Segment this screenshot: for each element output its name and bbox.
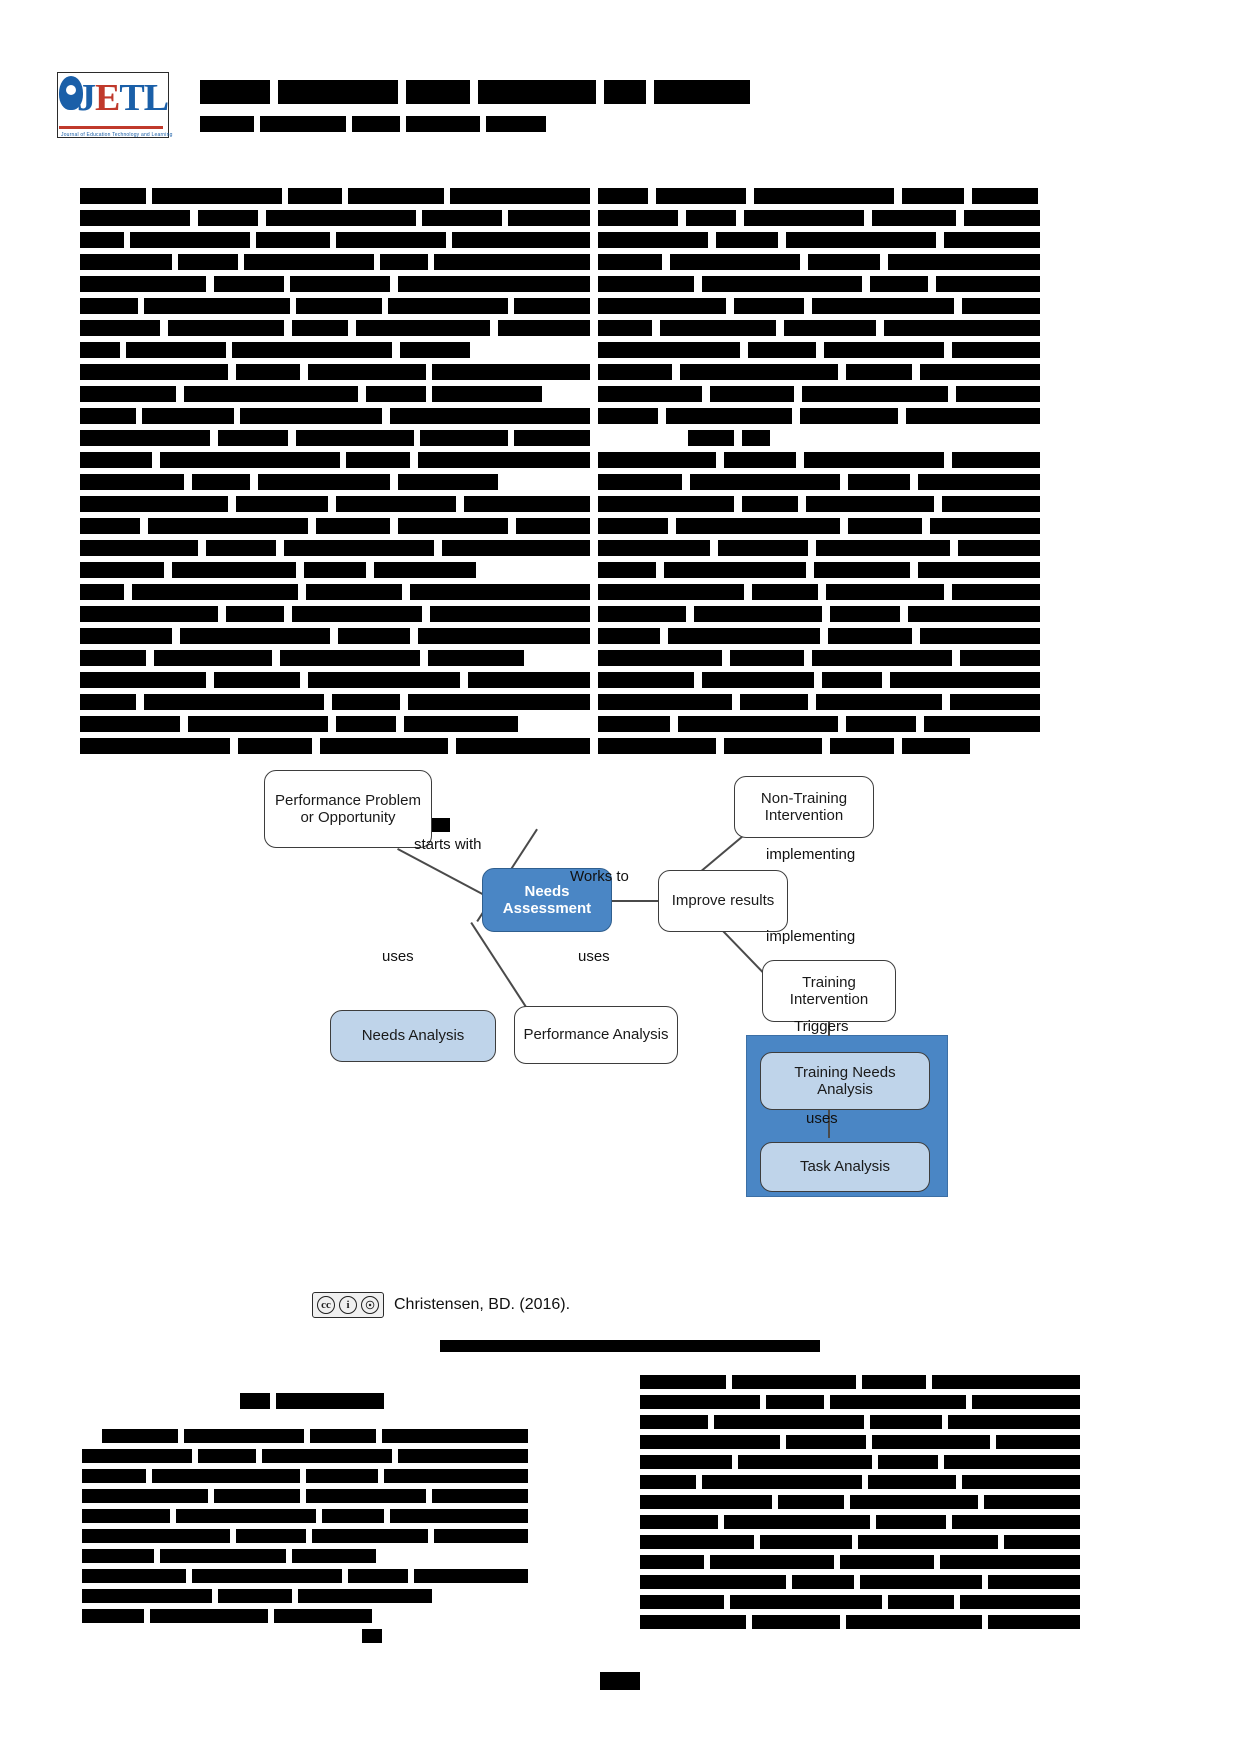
node-performance-problem-label: Performance Problem or Opportunity	[275, 791, 421, 826]
edge-label-implementing-top: implementing	[766, 846, 856, 863]
node-performance-analysis-label: Performance Analysis	[523, 1026, 669, 1044]
edge-label-triggers: Triggers	[794, 1018, 849, 1035]
node-task-analysis-label: Task Analysis	[799, 1158, 891, 1176]
node-performance-problem[interactable]	[264, 770, 432, 848]
edge-label-uses-tna: uses	[806, 1110, 838, 1127]
edge-label-works-to: Works to	[570, 868, 629, 885]
logo-underline	[59, 126, 163, 129]
cc-by-icon: i	[339, 1296, 357, 1314]
node-non-training-intervention-label: Non-Training Intervention	[760, 789, 848, 824]
node-task-analysis[interactable]	[760, 1142, 930, 1192]
edge-needs-to-needsanalysis	[471, 922, 528, 1008]
node-needs-analysis-label: Needs Analysis	[361, 1027, 465, 1045]
creative-commons-icon[interactable]	[312, 1292, 384, 1318]
cc-sa-icon: ☉	[361, 1296, 379, 1314]
masthead	[55, 70, 1185, 150]
logo-wordmark: JETL	[77, 77, 169, 119]
node-needs-assessment-label: Needs Assessment	[502, 882, 592, 917]
figure-attribution: Christensen, BD. (2016).	[394, 1296, 571, 1313]
figure-note-redacted	[440, 1340, 820, 1352]
license-attribution	[312, 1292, 570, 1318]
node-improve-results-label: Improve results	[671, 892, 775, 910]
edge-label-uses-right: uses	[578, 948, 610, 965]
edge-label-uses-left: uses	[382, 948, 414, 965]
node-training-intervention[interactable]	[762, 960, 896, 1022]
node-performance-analysis[interactable]	[514, 1006, 678, 1064]
cc-logo-icon: cc	[317, 1296, 335, 1314]
journal-logo	[55, 70, 175, 142]
node-non-training-intervention[interactable]	[734, 776, 874, 838]
logo-subtitle: Journal of Education Technology and Learning	[61, 132, 173, 138]
node-training-needs-analysis[interactable]	[760, 1052, 930, 1110]
edge-label-starts-with: starts with	[414, 836, 482, 853]
node-needs-analysis[interactable]	[330, 1010, 496, 1062]
node-improve-results[interactable]	[658, 870, 788, 932]
node-training-needs-analysis-label: Training Needs Analysis	[794, 1063, 896, 1098]
page-number-redacted	[600, 1672, 640, 1690]
node-training-intervention-label: Training Intervention	[789, 973, 869, 1008]
edge-label-implementing-bottom: implementing	[766, 928, 856, 945]
concept-map-figure	[250, 760, 950, 1210]
